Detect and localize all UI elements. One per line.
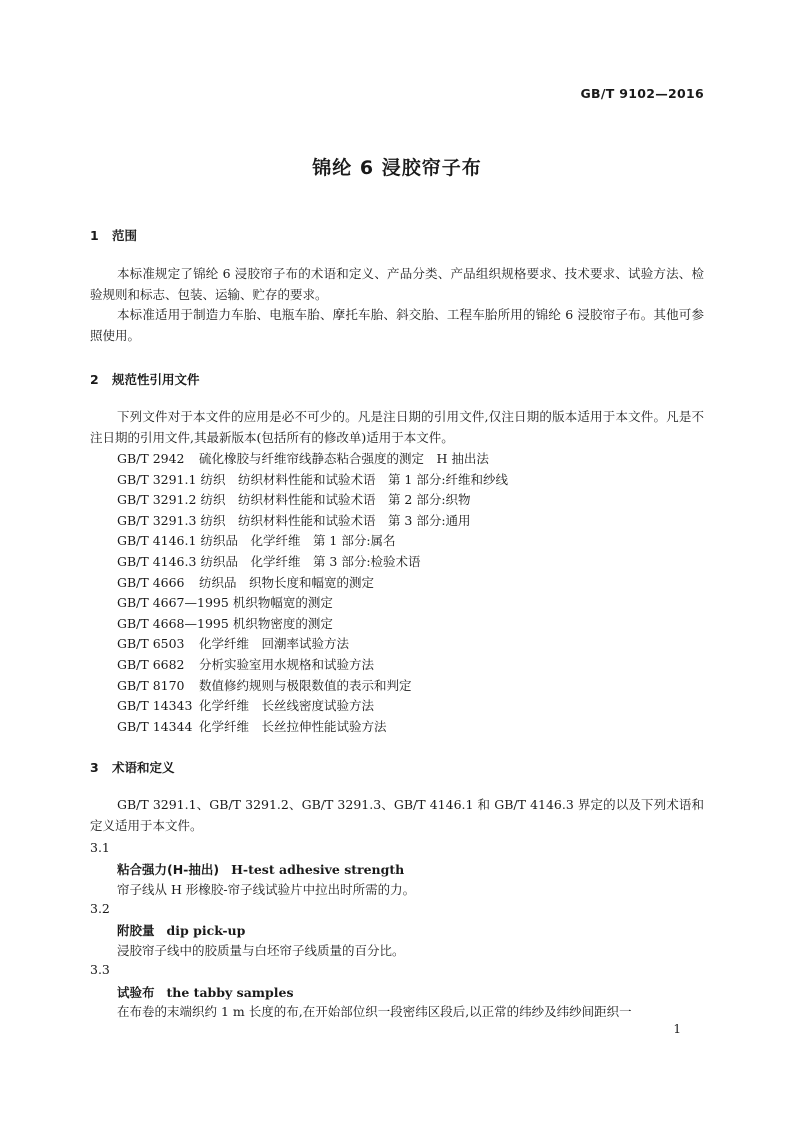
reference-item <box>117 655 508 676</box>
reference-title: 化学纤维 长丝拉伸性能试验方法 <box>199 718 387 734</box>
section-3-heading <box>90 758 175 776</box>
reference-title: 硫化橡胶与纤维帘线静态粘合强度的测定 H 抽出法 <box>199 451 489 466</box>
reference-title: 纺织 纺织材料性能和试验术语 第 3 部分:通用 <box>200 512 471 528</box>
reference-item <box>117 593 508 614</box>
section-1-title: 范围 <box>112 228 138 243</box>
section-1-paragraph-2: 本标准适用于制造力车胎、电瓶车胎、摩托车胎、斜交胎、工程车胎所用的锦纶 6 浸胶帘子布。其他可参照使用。 <box>90 307 704 343</box>
reference-code: GB/T 4667—1995 <box>117 595 229 611</box>
document-title: 锦纶 6 浸胶帘子布 <box>312 157 482 179</box>
reference-code: GB/T 14344 <box>117 718 193 734</box>
reference-item <box>117 634 508 655</box>
reference-item <box>117 614 508 635</box>
section-3-title: 术语和定义 <box>112 760 175 775</box>
section-1-number: 1 <box>90 228 99 243</box>
term-entry <box>117 983 294 1001</box>
reference-title: 纺织 纺织材料性能和试验术语 第 2 部分:织物 <box>200 492 471 508</box>
page-number: 1 <box>673 1022 681 1036</box>
reference-title: 化学纤维 长丝线密度试验方法 <box>199 698 375 714</box>
term-entry <box>117 860 404 878</box>
reference-item <box>117 573 508 594</box>
reference-code: GB/T 4668—1995 <box>117 615 229 631</box>
reference-title: 化学纤维 回潮率试验方法 <box>199 636 350 652</box>
reference-item <box>117 531 508 552</box>
term-chinese: 附胶量 <box>117 923 155 938</box>
reference-code: GB/T 3291.1 <box>117 471 197 487</box>
clause-number: 3.2 <box>90 901 110 916</box>
reference-item <box>117 449 508 470</box>
reference-title: 机织物密度的测定 <box>232 615 333 631</box>
reference-code: GB/T 8170 <box>117 677 185 693</box>
reference-item <box>117 552 508 573</box>
section-3-paragraph-1: GB/T 3291.1、GB/T 3291.2、GB/T 3291.3、GB/T 4146.1 和 GB/T 4146.3 界定的以及下列术语和定义适用于本文件。 <box>90 797 704 833</box>
reference-title: 纺织 纺织材料性能和试验术语 第 1 部分:纤维和纱线 <box>200 471 509 487</box>
reference-item <box>117 511 508 532</box>
reference-code: GB/T 14343 <box>117 698 193 714</box>
reference-code: GB/T 3291.3 <box>117 512 197 528</box>
reference-code: GB/T 2942 <box>117 451 185 466</box>
reference-item <box>117 490 508 511</box>
term-definition: 浸胶帘子线中的胶质量与白坯帘子线质量的百分比。 <box>117 943 405 958</box>
term-english: the tabby samples <box>166 985 294 1000</box>
section-2-title: 规范性引用文件 <box>112 372 200 387</box>
reference-title: 数值修约规则与极限数值的表示和判定 <box>199 677 412 693</box>
clause-number: 3.1 <box>90 840 110 855</box>
normative-reference-list <box>117 449 508 737</box>
term-chinese: 粘合强力(H-抽出) <box>117 862 220 877</box>
reference-title: 分析实验室用水规格和试验方法 <box>199 656 375 672</box>
term-definition: 在布卷的末端织约 1 m 长度的布,在开始部位织一段密纬区段后,以正常的纬纱及纬纱间距织一 <box>117 1004 632 1019</box>
section-2-paragraph-1: 下列文件对于本文件的应用是必不可少的。凡是注日期的引用文件,仅注日期的版本适用于本文件。凡是不注日期的引用文件,其最新版本(包括所有的修改单)适用于本文件。 <box>90 409 704 445</box>
term-chinese: 试验布 <box>117 985 155 1000</box>
section-2-number: 2 <box>90 372 99 387</box>
reference-code: GB/T 4666 <box>117 574 185 590</box>
reference-code: GB/T 4146.3 <box>117 553 197 569</box>
section-1-paragraph-1: 本标准规定了锦纶 6 浸胶帘子布的术语和定义、产品分类、产品组织规格要求、技术要求、试验方法、检验规则和标志、包装、运输、贮存的要求。 <box>90 266 704 302</box>
reference-title: 纺织品 化学纤维 第 3 部分:检验术语 <box>200 553 421 569</box>
reference-title: 机织物幅宽的测定 <box>232 595 333 611</box>
term-english: dip pick-up <box>166 923 246 938</box>
reference-code: GB/T 6503 <box>117 636 185 652</box>
term-entry <box>117 921 245 939</box>
section-3-number: 3 <box>90 760 99 775</box>
reference-title: 纺织品 化学纤维 第 1 部分:属名 <box>200 533 396 549</box>
standard-code: GB/T 9102—2016 <box>580 86 704 101</box>
section-1-heading <box>90 226 137 244</box>
section-2-heading <box>90 370 200 388</box>
reference-title: 纺织品 织物长度和幅宽的测定 <box>199 574 375 590</box>
reference-item <box>117 717 508 738</box>
reference-item <box>117 470 508 491</box>
reference-code: GB/T 6682 <box>117 656 185 672</box>
term-definition: 帘子线从 H 形橡胶-帘子线试验片中拉出时所需的力。 <box>117 882 416 897</box>
reference-item <box>117 676 508 697</box>
term-english: H-test adhesive strength <box>231 862 405 877</box>
clause-number: 3.3 <box>90 962 110 977</box>
reference-code: GB/T 4146.1 <box>117 533 197 549</box>
reference-code: GB/T 3291.2 <box>117 492 197 508</box>
reference-item <box>117 696 508 717</box>
